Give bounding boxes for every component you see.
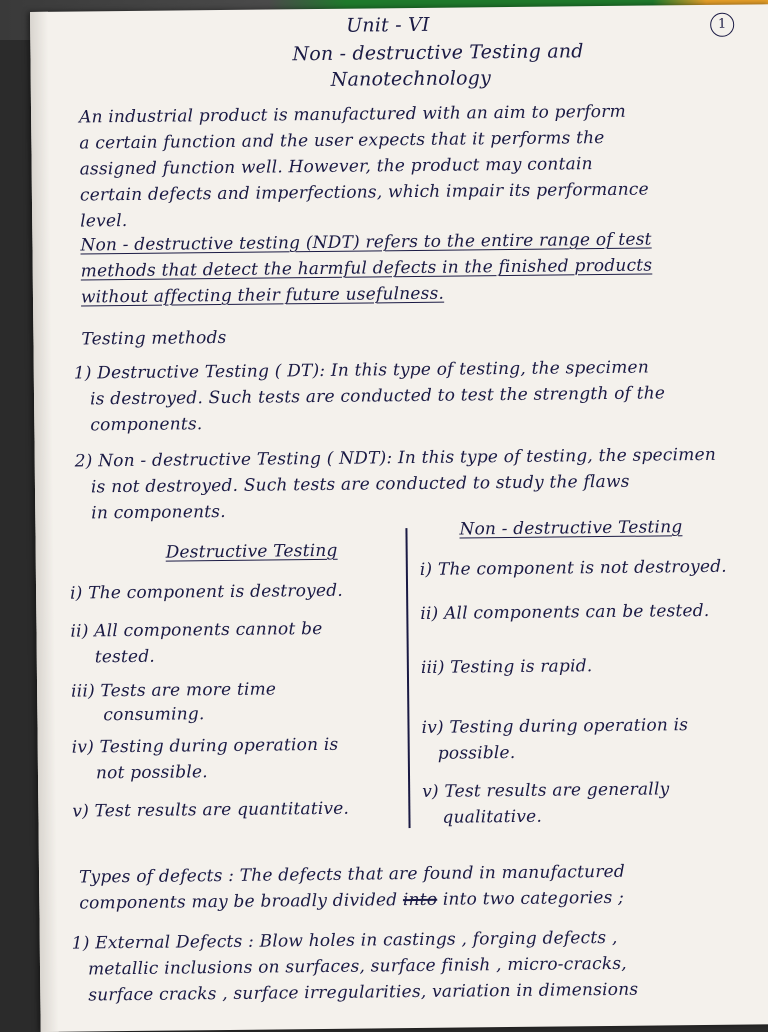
intro-line: level. [80, 210, 128, 232]
unit-heading: Unit - VI [346, 13, 430, 37]
ndt-point: v) Test results are generally [422, 779, 670, 802]
ndt-point: ii) All components can be tested. [420, 600, 710, 624]
defects-intro-part: components may be broadly divided [79, 890, 398, 914]
method-line: 2) Non - destructive Testing ( NDT): In this type of testing, the specimen [74, 444, 717, 472]
ndt-point: qualitative. [442, 806, 543, 828]
ndt-point: iv) Testing during operation is [421, 715, 689, 738]
comparison-right-heading: Non - destructive Testing [459, 517, 683, 540]
dt-point: iv) Testing during operation is [71, 734, 339, 758]
intro-line: certain defects and imperfections, which impair its performance [79, 179, 649, 206]
dt-point: not possible. [95, 762, 208, 784]
ndt-point: i) The component is not destroyed. [419, 556, 727, 580]
defects-intro-line [79, 888, 624, 914]
ndt-definition-line: without affecting their future usefulness. [80, 283, 445, 308]
method-line: components. [90, 414, 203, 436]
dt-point: v) Test results are quantitative. [72, 798, 350, 822]
defects-intro-part: into two categories ; [442, 887, 625, 910]
ndt-point: possible. [437, 742, 516, 764]
method-line: is not destroyed. Such tests are conducted to study the flaws [90, 471, 630, 498]
intro-line: An industrial product is manufactured with an aim to perform [79, 101, 626, 128]
page-title-line2: Nanotechnology [330, 67, 492, 91]
method-line: in components. [91, 501, 226, 524]
testing-methods-heading: Testing methods [81, 327, 227, 350]
page-margin [30, 12, 59, 1032]
intro-line: a certain function and the user expects that it performs the [79, 127, 605, 154]
external-defects-line: 1) External Defects : Blow holes in castings , forging defects , [71, 927, 618, 954]
dt-point: tested. [94, 646, 156, 668]
column-divider [405, 528, 410, 828]
intro-line: assigned function well. However, the product may contain [79, 154, 593, 180]
page-title-line1: Non - destructive Testing and [292, 40, 584, 66]
ndt-point: iii) Testing is rapid. [420, 656, 593, 678]
dt-point: ii) All components cannot be [70, 618, 323, 642]
dt-point: iii) Tests are more time [71, 679, 277, 702]
method-line: 1) Destructive Testing ( DT): In this type of testing, the specimen [73, 357, 650, 384]
method-line: is destroyed. Such tests are conducted to test the strength of the [89, 383, 666, 410]
notebook-page [30, 4, 768, 1032]
defects-intro-line: Types of defects : The defects that are found in manufactured [78, 861, 626, 888]
external-defects-line: metallic inclusions on surfaces, surface finish , micro-cracks, [87, 953, 627, 980]
ndt-definition-line: methods that detect the harmful defects in the finished products [80, 255, 653, 282]
comparison-left-heading: Destructive Testing [165, 540, 338, 563]
ndt-definition-line: Non - destructive testing (NDT) refers to the entire range of test [80, 229, 652, 256]
page-number: 1 [710, 13, 734, 37]
struck-word: into [402, 889, 438, 911]
dt-point: i) The component is destroyed. [69, 580, 343, 604]
external-defects-line: surface cracks , surface irregularities, variation in dimensions [88, 979, 639, 1006]
dt-point: consuming. [103, 704, 205, 726]
